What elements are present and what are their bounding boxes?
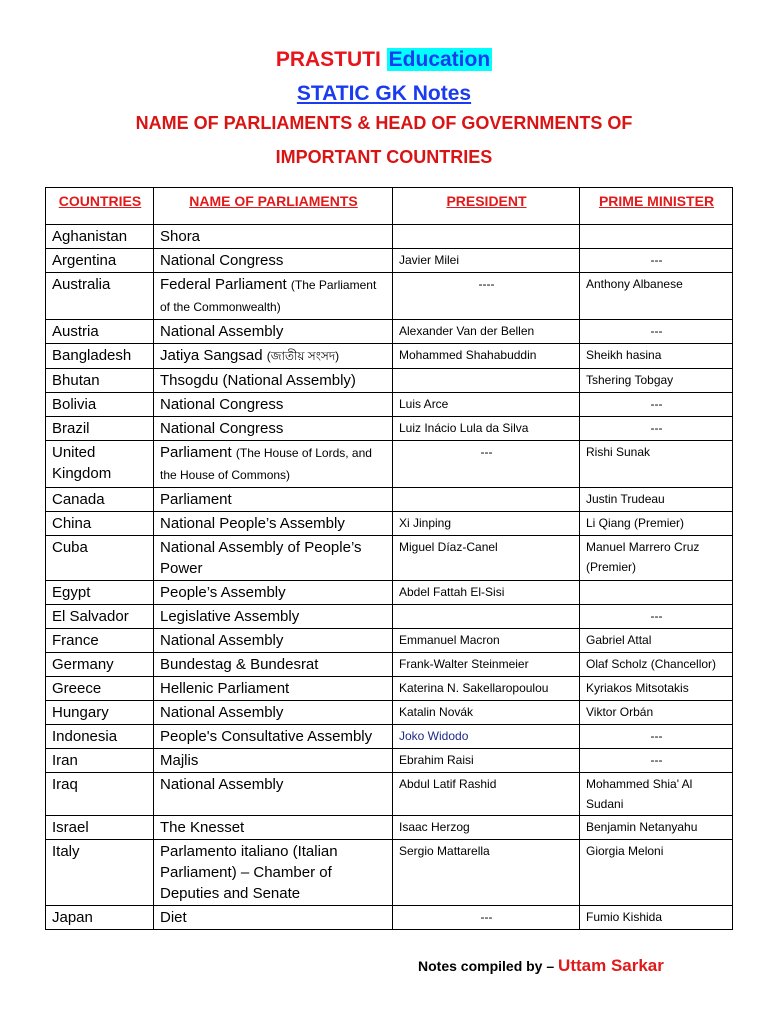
country-cell: Israel: [46, 816, 154, 840]
page-title-line-2: IMPORTANT COUNTRIES: [275, 147, 493, 167]
table-row: [46, 417, 733, 441]
parliament-cell: [154, 249, 393, 273]
parliament-name: National Assembly of People’s Power: [160, 539, 362, 577]
parliament-note: (The House of Lords, and the House of Commons): [160, 446, 372, 482]
parliament-name: People's Consultative Assembly: [160, 728, 373, 745]
country-cell: Argentina: [46, 249, 154, 273]
page-subtitle: STATIC GK Notes: [296, 82, 472, 105]
president-cell: ---: [393, 906, 580, 930]
president-cell: Katerina N. Sakellaropoulou: [393, 677, 580, 701]
footer-credit: [418, 956, 664, 976]
president-cell: Ebrahim Raisi: [393, 749, 580, 773]
prime-minister-cell: Olaf Scholz (Chancellor): [580, 653, 733, 677]
country-cell: Brazil: [46, 417, 154, 441]
brand-suffix: Education: [388, 48, 491, 71]
prime-minister-cell: ---: [580, 605, 733, 629]
country-cell: Iraq: [46, 773, 154, 816]
parliament-cell: [154, 512, 393, 536]
president-cell: ---: [393, 441, 580, 488]
parliament-name: National Congress: [160, 396, 284, 413]
table-row: [46, 273, 733, 320]
prime-minister-cell: Giorgia Meloni: [580, 840, 733, 906]
president-cell: Frank-Walter Steinmeier: [393, 653, 580, 677]
president-cell: Alexander Van der Bellen: [393, 320, 580, 344]
table-row: [46, 344, 733, 369]
prime-minister-cell: ---: [580, 417, 733, 441]
parliament-name: National Congress: [160, 252, 284, 269]
parliament-name: Parliament: [160, 444, 232, 461]
president-cell: [393, 369, 580, 393]
president-cell: Emmanuel Macron: [393, 629, 580, 653]
parliament-cell: [154, 840, 393, 906]
country-cell: Indonesia: [46, 725, 154, 749]
table-row: [46, 816, 733, 840]
prime-minister-cell: Viktor Orbán: [580, 701, 733, 725]
prime-minister-cell: [580, 225, 733, 249]
parliament-name: National People’s Assembly: [160, 515, 345, 532]
table-row: [46, 581, 733, 605]
parliament-cell: [154, 369, 393, 393]
brand-name: PRASTUTI: [275, 48, 381, 71]
parliament-cell: [154, 488, 393, 512]
parliament-cell: [154, 581, 393, 605]
table-row: [46, 725, 733, 749]
country-cell: Hungary: [46, 701, 154, 725]
prime-minister-cell: ---: [580, 320, 733, 344]
president-cell: Sergio Mattarella: [393, 840, 580, 906]
parliament-cell: [154, 225, 393, 249]
parliaments-table: [45, 187, 733, 930]
table-header-row: [46, 188, 733, 225]
parliament-cell: [154, 677, 393, 701]
prime-minister-cell: [580, 581, 733, 605]
president-cell: Luis Arce: [393, 393, 580, 417]
parliament-cell: [154, 320, 393, 344]
parliament-cell: [154, 273, 393, 320]
parliament-name: Hellenic Parliament: [160, 680, 290, 697]
table-row: [46, 225, 733, 249]
parliament-name: Bundestag & Bundesrat: [160, 656, 319, 673]
footer-label: Notes compiled by –: [418, 958, 555, 974]
parliament-name: National Congress: [160, 420, 284, 437]
country-cell: Greece: [46, 677, 154, 701]
column-header-parliaments: NAME OF PARLIAMENTS: [154, 188, 393, 225]
parliament-name: Federal Parliament: [160, 276, 287, 293]
president-cell: Luiz Inácio Lula da Silva: [393, 417, 580, 441]
parliament-name: Shora: [160, 228, 201, 245]
prime-minister-cell: ---: [580, 393, 733, 417]
table-row: [46, 441, 733, 488]
president-cell: Katalin Novák: [393, 701, 580, 725]
president-cell: ----: [393, 273, 580, 320]
country-cell: Bolivia: [46, 393, 154, 417]
parliament-name: Jatiya Sangsad: [160, 347, 263, 364]
page-title-line-1: NAME OF PARLIAMENTS & HEAD OF GOVERNMENTS OF: [135, 113, 633, 133]
country-cell: Aghanistan: [46, 225, 154, 249]
parliament-cell: [154, 629, 393, 653]
parliament-cell: [154, 653, 393, 677]
country-cell: Austria: [46, 320, 154, 344]
prime-minister-cell: ---: [580, 249, 733, 273]
parliament-name: National Assembly: [160, 632, 284, 649]
parliament-name: Legislative Assembly: [160, 608, 300, 625]
prime-minister-cell: Benjamin Netanyahu: [580, 816, 733, 840]
prime-minister-cell: Justin Trudeau: [580, 488, 733, 512]
table-row: [46, 653, 733, 677]
parliament-cell: [154, 773, 393, 816]
table-row: [46, 840, 733, 906]
table-row: [46, 629, 733, 653]
parliament-cell: [154, 725, 393, 749]
footer-author: Uttam Sarkar: [558, 956, 664, 975]
column-header-countries: COUNTRIES: [46, 188, 154, 225]
country-cell: Japan: [46, 906, 154, 930]
country-cell: China: [46, 512, 154, 536]
parliament-name: Parliament: [160, 491, 232, 508]
prime-minister-cell: Gabriel Attal: [580, 629, 733, 653]
parliament-cell: [154, 605, 393, 629]
parliament-name: The Knesset: [160, 819, 245, 836]
parliament-cell: [154, 749, 393, 773]
prime-minister-cell: Mohammed Shia' Al Sudani: [580, 773, 733, 816]
table-row: [46, 906, 733, 930]
president-cell: Abdel Fattah El-Sisi: [393, 581, 580, 605]
column-header-president: PRESIDENT: [393, 188, 580, 225]
parliament-note: (জাতীয় সংসদ): [266, 349, 340, 363]
president-cell: [393, 488, 580, 512]
parliament-cell: [154, 701, 393, 725]
prime-minister-cell: Manuel Marrero Cruz (Premier): [580, 536, 733, 581]
president-cell: Abdul Latif Rashid: [393, 773, 580, 816]
country-cell: Bhutan: [46, 369, 154, 393]
president-cell: Joko Widodo: [393, 725, 580, 749]
table-row: [46, 488, 733, 512]
table-row: [46, 536, 733, 581]
country-cell: France: [46, 629, 154, 653]
prime-minister-cell: ---: [580, 725, 733, 749]
parliament-cell: [154, 344, 393, 369]
table-row: [46, 512, 733, 536]
parliament-name: National Assembly: [160, 323, 284, 340]
table-body: [46, 225, 733, 930]
page-brand-title: [0, 48, 768, 72]
table-row: [46, 773, 733, 816]
country-cell: Canada: [46, 488, 154, 512]
parliament-name: Thsogdu (National Assembly): [160, 372, 356, 389]
president-cell: Xi Jinping: [393, 512, 580, 536]
prime-minister-cell: Sheikh hasina: [580, 344, 733, 369]
prime-minister-cell: Tshering Tobgay: [580, 369, 733, 393]
table-row: [46, 749, 733, 773]
table-row: [46, 393, 733, 417]
prime-minister-cell: Fumio Kishida: [580, 906, 733, 930]
country-cell: Cuba: [46, 536, 154, 581]
table-row: [46, 369, 733, 393]
prime-minister-cell: Rishi Sunak: [580, 441, 733, 488]
parliament-note: (The Parliament of the Commonwealth): [160, 278, 377, 314]
table-row: [46, 320, 733, 344]
table-row: [46, 249, 733, 273]
prime-minister-cell: Kyriakos Mitsotakis: [580, 677, 733, 701]
country-cell: Germany: [46, 653, 154, 677]
president-cell: Javier Milei: [393, 249, 580, 273]
parliament-cell: [154, 441, 393, 488]
table-row: [46, 677, 733, 701]
country-cell: Italy: [46, 840, 154, 906]
parliament-cell: [154, 536, 393, 581]
prime-minister-cell: ---: [580, 749, 733, 773]
country-cell: Iran: [46, 749, 154, 773]
country-cell: United Kingdom: [46, 441, 154, 488]
president-cell: Isaac Herzog: [393, 816, 580, 840]
prime-minister-cell: Anthony Albanese: [580, 273, 733, 320]
country-cell: Australia: [46, 273, 154, 320]
parliament-cell: [154, 906, 393, 930]
table-row: [46, 701, 733, 725]
president-cell: Mohammed Shahabuddin: [393, 344, 580, 369]
parliament-cell: [154, 393, 393, 417]
parliament-name: National Assembly: [160, 776, 284, 793]
parliament-name: Majlis: [160, 752, 199, 769]
parliament-name: Diet: [160, 909, 187, 926]
parliament-name: People’s Assembly: [160, 584, 286, 601]
parliament-name: National Assembly: [160, 704, 284, 721]
president-cell: [393, 605, 580, 629]
country-cell: Bangladesh: [46, 344, 154, 369]
parliament-cell: [154, 417, 393, 441]
country-cell: Egypt: [46, 581, 154, 605]
parliament-cell: [154, 816, 393, 840]
column-header-prime-minister: PRIME MINISTER: [580, 188, 733, 225]
prime-minister-cell: Li Qiang (Premier): [580, 512, 733, 536]
parliament-name: Parlamento italiano (Italian Parliament) – Chamber of Deputies and Senate: [160, 843, 338, 902]
president-cell: Miguel Díaz-Canel: [393, 536, 580, 581]
table-row: [46, 605, 733, 629]
president-cell: [393, 225, 580, 249]
country-cell: El Salvador: [46, 605, 154, 629]
